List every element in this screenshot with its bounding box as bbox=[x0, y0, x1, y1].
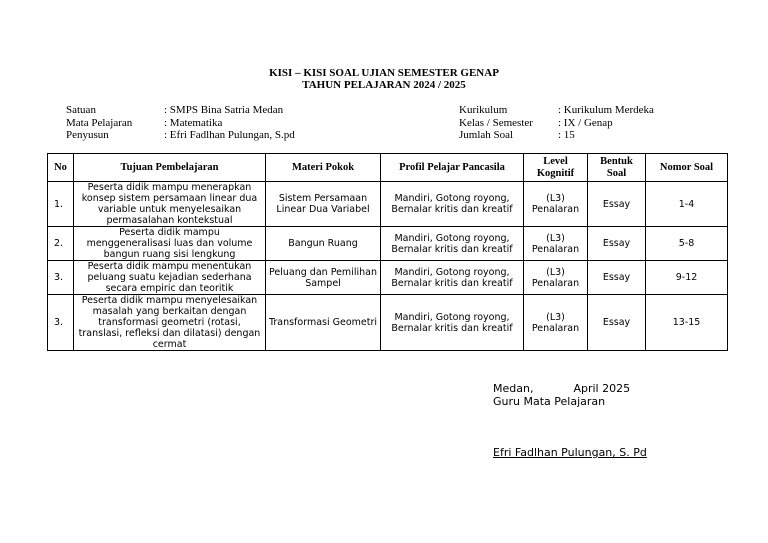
header-level: Level Kognitif bbox=[524, 154, 588, 182]
info-value: : IX / Genap bbox=[558, 116, 613, 129]
info-right bbox=[459, 104, 654, 142]
info-value: : 15 bbox=[558, 129, 575, 141]
cell-no: 2. bbox=[48, 227, 74, 261]
cell-profil: Mandiri, Gotong royong, Bernalar kritis dan kreatif bbox=[381, 261, 524, 295]
info-value: : Matematika bbox=[164, 116, 223, 129]
signature-place-date bbox=[493, 382, 630, 395]
signature-city: Medan, bbox=[493, 382, 534, 395]
table-row bbox=[48, 227, 728, 261]
table-row bbox=[48, 261, 728, 295]
signature-role: Guru Mata Pelajaran bbox=[493, 395, 606, 408]
cell-bentuk: Essay bbox=[588, 182, 646, 227]
header-tujuan: Tujuan Pembelajaran bbox=[74, 154, 266, 182]
cell-no: 3. bbox=[48, 295, 74, 351]
info-left bbox=[66, 104, 295, 142]
cell-profil: Mandiri, Gotong royong, Bernalar kritis dan kreatif bbox=[381, 227, 524, 261]
cell-no: 3. bbox=[48, 261, 74, 295]
cell-materi: Transformasi Geometri bbox=[266, 295, 381, 351]
cell-materi: Peluang dan Pemilihan Sampel bbox=[266, 261, 381, 295]
cell-level: (L3) Penalaran bbox=[524, 182, 588, 227]
cell-level: (L3) Penalaran bbox=[524, 261, 588, 295]
cell-tujuan: Peserta didik mampu menggeneralisasi luas dan volume bangun ruang sisi lengkung bbox=[74, 227, 266, 261]
cell-tujuan: Peserta didik mampu menentukan peluang suatu kejadian sederhana secara empiric dan teoritik bbox=[74, 261, 266, 295]
info-label: Kurikulum bbox=[459, 104, 508, 116]
info-row-penyusun bbox=[66, 129, 295, 142]
cell-nomor: 1-4 bbox=[646, 182, 728, 227]
cell-nomor: 5-8 bbox=[646, 227, 728, 261]
info-label: Mata Pelajaran bbox=[66, 116, 133, 129]
cell-level: (L3) Penalaran bbox=[524, 227, 588, 261]
header-bentuk: Bentuk Soal bbox=[588, 154, 646, 182]
info-row-satuan bbox=[66, 104, 295, 117]
info-row-kelas-semester bbox=[459, 117, 654, 130]
document-subtitle: TAHUN PELAJARAN 2024 / 2025 bbox=[302, 79, 466, 91]
info-row-mata-pelajaran bbox=[66, 117, 295, 130]
cell-bentuk: Essay bbox=[588, 227, 646, 261]
header-no: No bbox=[48, 154, 74, 182]
table-header-row bbox=[48, 154, 728, 182]
cell-nomor: 13-15 bbox=[646, 295, 728, 351]
info-row-jumlah-soal bbox=[459, 129, 654, 142]
info-label: Penyusun bbox=[66, 129, 109, 141]
cell-bentuk: Essay bbox=[588, 295, 646, 351]
document-title: KISI – KISI SOAL UJIAN SEMESTER GENAP bbox=[269, 67, 499, 79]
header-materi: Materi Pokok bbox=[266, 154, 381, 182]
info-label: Kelas / Semester bbox=[459, 116, 533, 129]
table-row bbox=[48, 295, 728, 351]
cell-profil: Mandiri, Gotong royong, Bernalar kritis dan kreatif bbox=[381, 182, 524, 227]
info-value: : SMPS Bina Satria Medan bbox=[164, 104, 284, 116]
cell-tujuan: Peserta didik mampu menerapkan konsep sistem persamaan linear dua variable untuk menyelesaikan permasalahan kontekstual bbox=[74, 182, 266, 227]
header-profil: Profil Pelajar Pancasila bbox=[381, 154, 524, 182]
cell-materi: Bangun Ruang bbox=[266, 227, 381, 261]
info-label: Satuan bbox=[66, 104, 96, 116]
cell-nomor: 9-12 bbox=[646, 261, 728, 295]
info-value: : Kurikulum Merdeka bbox=[558, 104, 654, 116]
signature-date: April 2025 bbox=[573, 382, 631, 395]
info-label: Jumlah Soal bbox=[459, 129, 514, 141]
cell-no: 1. bbox=[48, 182, 74, 227]
cell-tujuan: Peserta didik mampu menyelesaikan masalah yang berkaitan dengan transformasi geometri (rotasi, translasi, refleksi dan dilatasi) dengan cermat bbox=[74, 295, 266, 351]
table-row bbox=[48, 182, 728, 227]
cell-bentuk: Essay bbox=[588, 261, 646, 295]
info-row-kurikulum bbox=[459, 104, 654, 117]
cell-level: (L3) Penalaran bbox=[524, 295, 588, 351]
signature-name: Efri Fadlhan Pulungan, S. Pd bbox=[493, 446, 647, 459]
kisi-table bbox=[47, 153, 728, 351]
cell-profil: Mandiri, Gotong royong, Bernalar kritis dan kreatif bbox=[381, 295, 524, 351]
header-nomor: Nomor Soal bbox=[646, 154, 728, 182]
cell-materi: Sistem Persamaan Linear Dua Variabel bbox=[266, 182, 381, 227]
info-value: : Efri Fadlhan Pulungan, S.pd bbox=[164, 129, 295, 141]
